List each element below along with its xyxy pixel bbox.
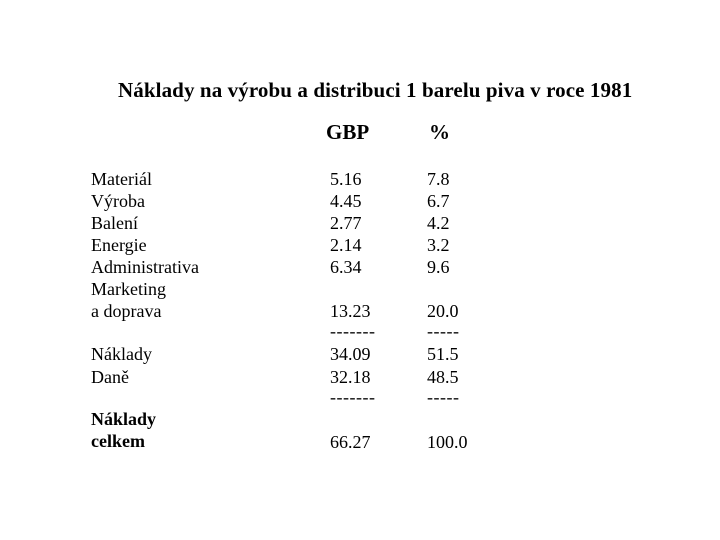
row-pct-baleni: 4.2: [427, 213, 450, 233]
row-label-energie: Energie: [91, 235, 147, 255]
subtotal-gbp-naklady: 34.09: [330, 344, 371, 364]
separator-pct: -----: [427, 321, 460, 341]
subtotal-label-dane: Daně: [91, 367, 129, 387]
row-gbp-marketing: 13.23: [330, 301, 371, 321]
row-pct-material: 7.8: [427, 169, 450, 189]
row-gbp-baleni: 2.77: [330, 213, 362, 233]
page-title: Náklady na výrobu a distribuci 1 barelu piva v roce 1981: [118, 78, 633, 102]
row-gbp-vyroba: 4.45: [330, 191, 362, 211]
separator-gbp: -------: [330, 321, 376, 341]
row-label-vyroba: Výroba: [91, 191, 145, 211]
row-label-administrativa: Administrativa: [91, 257, 199, 277]
row-gbp-administrativa: 6.34: [330, 257, 362, 277]
separator-gbp-2: -------: [330, 387, 376, 407]
row-label-marketing-line1: Marketing: [91, 279, 166, 299]
row-gbp-energie: 2.14: [330, 235, 362, 255]
row-label-material: Materiál: [91, 169, 152, 189]
total-pct: 100.0: [427, 432, 468, 452]
row-pct-energie: 3.2: [427, 235, 450, 255]
row-pct-administrativa: 9.6: [427, 257, 450, 277]
column-header-gbp: GBP: [326, 120, 370, 144]
row-pct-marketing: 20.0: [427, 301, 459, 321]
subtotal-pct-naklady: 51.5: [427, 344, 459, 364]
row-pct-vyroba: 6.7: [427, 191, 450, 211]
subtotal-pct-dane: 48.5: [427, 367, 459, 387]
row-label-baleni: Balení: [91, 213, 138, 233]
subtotal-gbp-dane: 32.18: [330, 367, 371, 387]
subtotal-label-naklady: Náklady: [91, 344, 152, 364]
row-gbp-material: 5.16: [330, 169, 362, 189]
row-label-marketing-line2: a doprava: [91, 301, 162, 321]
total-label-line1: Náklady: [91, 409, 157, 429]
total-gbp: 66.27: [330, 432, 371, 452]
separator-pct-2: -----: [427, 387, 460, 407]
column-header-percent: %: [429, 120, 450, 144]
total-label-line2: celkem: [91, 431, 145, 451]
